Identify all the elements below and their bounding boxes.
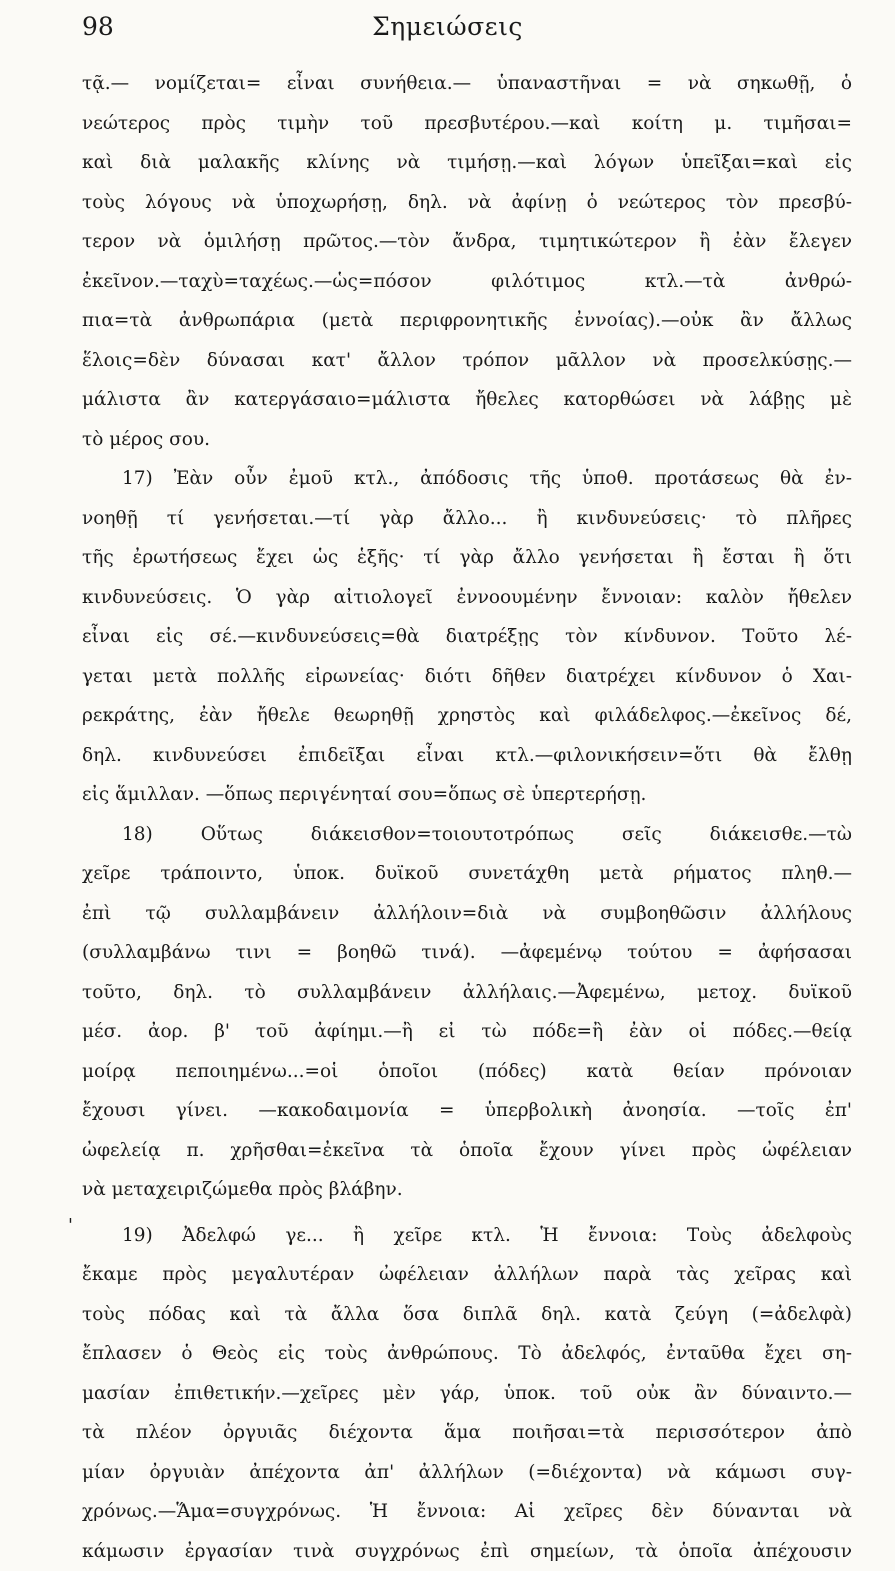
text-line: ἐκεῖνον.—ταχὺ=ταχέως.—ὡς=πόσον φιλότιμος κτλ.—τὰ ἀνθρώ- (82, 262, 852, 302)
text-line: 18) Οὕτως διάκεισθον=τοιουτοτρόπως σεῖς διάκεισθε.—τὼ (82, 815, 852, 855)
text-line: κινδυνεύσεις. Ὁ γὰρ αἰτιολογεῖ ἐννοουμένην ἔννοιαν: καλὸν ἤθελεν (82, 578, 852, 618)
text-line: γεται μετὰ πολλῆς εἰρωνείας· διότι δῆθεν διατρέχει κίνδυνον ὁ Χαι- (82, 657, 852, 697)
text-line: (συλλαμβάνω τινι = βοηθῶ τινά). —ἀφεμένῳ τούτου = ἀφήσασαι (82, 933, 852, 973)
text-line: τοὺς λόγους νὰ ὑποχωρήσῃ, δηλ. νὰ ἀφίνῃ ὁ νεώτερος τὸν πρεσβύ- (82, 183, 852, 223)
text-line: ρεκράτης, ἐὰν ἤθελε θεωρηθῇ χρηστὸς καὶ φιλάδελφος.—ἐκεῖνος δέ, (82, 696, 852, 736)
text-line: 17) Ἐὰν οὖν ἐμοῦ κτλ., ἀπόδοσις τῆς ὑποθ. προτάσεως θὰ ἐν- (82, 459, 852, 499)
text-line: νοηθῇ τί γενήσεται.—τί γὰρ ἄλλο... ἢ κινδυνεύσεις· τὸ πλῆρες (82, 499, 852, 539)
notes-body (82, 64, 852, 1571)
text-line: μοίρᾳ πεποιημένω...=οἱ ὁποῖοι (πόδες) κατὰ θείαν πρόνοιαν (82, 1052, 852, 1092)
page-header (0, 12, 895, 52)
text-line: κάμωσιν ἐργασίαν τινὰ συγχρόνως ἐπὶ σημείων, τὰ ὁποῖα ἀπέχουσιν (82, 1532, 852, 1571)
text-line: ὠφελείᾳ π. χρῆσθαι=ἐκεῖνα τὰ ὁποῖα ἔχουν γίνει πρὸς ὠφέλειαν (82, 1131, 852, 1171)
text-line: μασίαν ἐπιθετικήν.—χεῖρες μὲν γάρ, ὑποκ. τοῦ οὐκ ἂν δύναιντο.— (82, 1374, 852, 1414)
text-line: καὶ διὰ μαλακῆς κλίνης νὰ τιμήσῃ.—καὶ λόγων ὑπεῖξαι=καὶ εἰς (82, 143, 852, 183)
text-line: μέσ. ἀορ. β' τοῦ ἀφίημι.—ἢ εἰ τὼ πόδε=ἢ ἐὰν οἱ πόδες.—θείᾳ (82, 1012, 852, 1052)
text-line: νεώτερος πρὸς τιμὴν τοῦ πρεσβυτέρου.—καὶ κοίτη μ. τιμῆσαι= (82, 104, 852, 144)
text-line: τοῦτο, δηλ. τὸ συλλαμβάνειν ἀλλήλαις.—Ἀφεμένω, μετοχ. δυϊκοῦ (82, 973, 852, 1013)
text-line: τὸ μέρος σου. (82, 420, 852, 460)
text-line: τοὺς πόδας καὶ τὰ ἄλλα ὅσα διπλᾶ δηλ. κατὰ ζεύγη (=ἀδελφὰ) (82, 1295, 852, 1335)
page-number: 98 (82, 12, 114, 41)
text-line: ἔκαμε πρὸς μεγαλυτέραν ὠφέλειαν ἀλλήλων παρὰ τὰς χεῖρας καὶ (82, 1255, 852, 1295)
text-line: νὰ μεταχειριζώμεθα πρὸς βλάβην. (82, 1170, 852, 1210)
text-line: δηλ. κινδυνεύσει ἐπιδεῖξαι εἶναι κτλ.—φιλονικήσειν=ὅτι θὰ ἔλθῃ (82, 736, 852, 776)
text-line: ἐπὶ τῷ συλλαμβάνειν ἀλλήλοιν=διὰ νὰ συμβοηθῶσιν ἀλλήλους (82, 894, 852, 934)
text-line: μάλιστα ἂν κατεργάσαιο=μάλιστα ἤθελες κατορθώσει νὰ λάβῃς μὲ (82, 380, 852, 420)
text-line: τᾷ.— νομίζεται= εἶναι συνήθεια.— ὑπαναστῆναι = νὰ σηκωθῇ, ὁ (82, 64, 852, 104)
text-line: πια=τὰ ἀνθρωπάρια (μετὰ περιφρονητικῆς ἐννοίας).—οὐκ ἂν ἄλλως (82, 301, 852, 341)
running-title: Σημειώσεις (0, 12, 895, 41)
text-line: ἔπλασεν ὁ Θεὸς εἰς τοὺς ἀνθρώπους. Τὸ ἀδελφός, ἐνταῦθα ἔχει ση- (82, 1334, 852, 1374)
text-line: εἰς ἅμιλλαν. —ὅπως περιγένηταί σου=ὅπως σὲ ὑπερτερήσῃ. (82, 775, 852, 815)
margin-mark: ' (68, 1215, 73, 1236)
text-line: τὰ πλέον ὀργυιᾶς διέχοντα ἅμα ποιῆσαι=τὰ περισσότερον ἀπὸ (82, 1413, 852, 1453)
text-line: ἔχουσι γίνει. —κακοδαιμονία = ὑπερβολικὴ ἀνοησία. —τοῖς ἐπ' (82, 1091, 852, 1131)
text-line: χρόνως.—Ἅμα=συγχρόνως. Ἡ ἔννοια: Αἱ χεῖρες δὲν δύνανται νὰ (82, 1492, 852, 1532)
text-line: ἕλοις=δὲν δύνασαι κατ' ἄλλον τρόπον μᾶλλον νὰ προσελκύσῃς.— (82, 341, 852, 381)
text-line: εἶναι εἰς σέ.—κινδυνεύσεις=θὰ διατρέξῃς τὸν κίνδυνον. Τοῦτο λέ- (82, 617, 852, 657)
text-line: τῆς ἐρωτήσεως ἔχει ὡς ἑξῆς· τί γὰρ ἄλλο γενήσεται ἢ ἔσται ἢ ὅτι (82, 538, 852, 578)
text-line: τερον νὰ ὁμιλήσῃ πρῶτος.—τὸν ἄνδρα, τιμητικώτερον ἢ ἐὰν ἔλεγεν (82, 222, 852, 262)
text-line: 19) Ἀδελφώ γε... ἢ χεῖρε κτλ. Ἡ ἔννοια: Τοὺς ἀδελφοὺς (82, 1216, 852, 1256)
text-line: χεῖρε τράποιντο, ὑποκ. δυϊκοῦ συνετάχθη μετὰ ρήματος πληθ.— (82, 854, 852, 894)
text-line: μίαν ὀργυιὰν ἀπέχοντα ἀπ' ἀλλήλων (=διέχοντα) νὰ κάμωσι συγ- (82, 1453, 852, 1493)
